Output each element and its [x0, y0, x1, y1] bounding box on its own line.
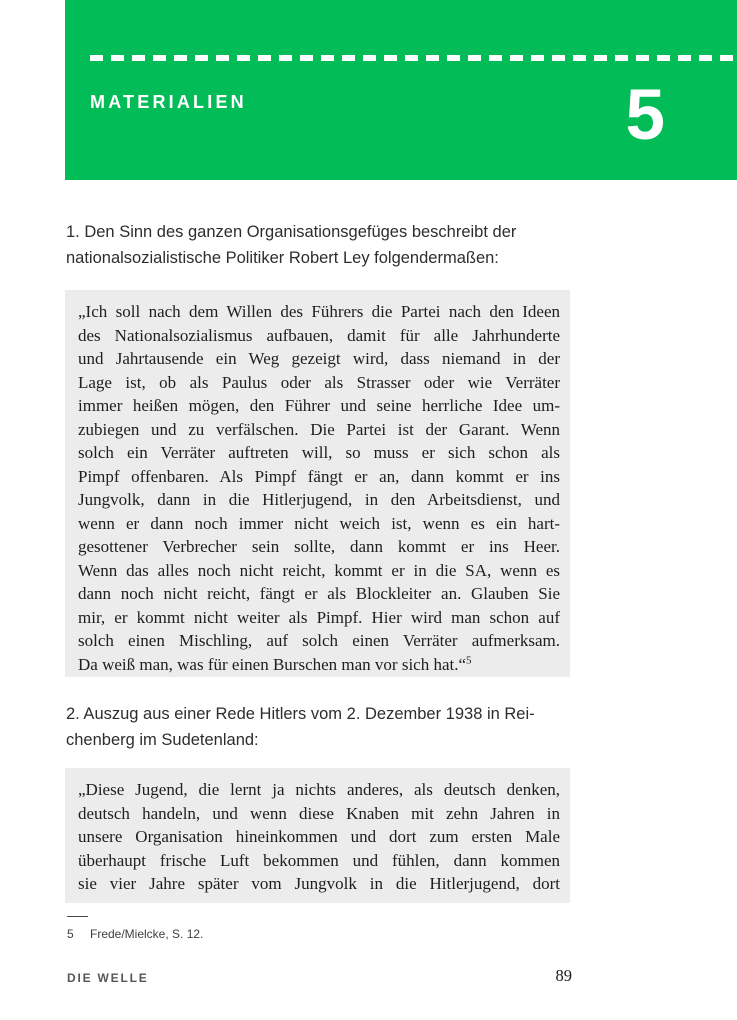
- text-line: solch einen Mischling, auf solch einen Verräter aufmerksam.: [78, 631, 560, 650]
- text-line: sie vier Jahre später vom Jungvolk in die Hitlerjugend, dort: [78, 874, 560, 893]
- text-line: „Ich soll nach dem Willen des Führers die Partei nach den Ideen: [78, 302, 560, 321]
- text-line: deutsch handeln, und wenn diese Knaben mit zehn Jahren in: [78, 803, 560, 823]
- footer-page-number: 89: [555, 966, 572, 985]
- text-line: Jungvolk, dann in die Hitlerjugend, in den Arbeitsdienst, und: [78, 490, 560, 509]
- text-line: des Nationalsozialismus aufbauen, damit für alle Jahrhunderte: [78, 325, 560, 345]
- text-line: chenberg im Sudetenland:: [66, 731, 259, 749]
- text-line: dann noch nicht reicht, fängt er als Blockleiter an. Glauben Sie: [78, 584, 560, 603]
- text-line: Da weiß man, was für einen Burschen man vor sich hat.“$^5$: [78, 653, 472, 674]
- text-line: Wenn das alles noch nicht reicht, kommt er in die SA, wenn es: [78, 560, 560, 580]
- text-line: unsere Organisation hineinkommen und dort zum ersten Male: [78, 827, 560, 846]
- footnote-text: Frede/Mielcke, S. 12.: [90, 927, 204, 941]
- text-line: überhaupt frische Luft bekommen und fühlen, dann kommen: [78, 850, 560, 870]
- chapter-header-block: [65, 0, 737, 180]
- text-line: gesottener Verbrecher sein sollte, dann kommt er ins Heer.: [78, 537, 560, 556]
- text-line: 2. Auszug aus einer Rede Hitlers vom 2. Dezember 1938 in Rei-: [66, 705, 535, 723]
- footnote-reference: 5: [466, 653, 472, 666]
- quote-block-ley: [65, 290, 570, 677]
- chapter-number: 5: [625, 76, 665, 155]
- text-line: wenn er dann noch immer nicht weich ist, wenn es ein hart-: [78, 513, 560, 533]
- text-line: immer heißen mögen, den Führer und seine herrliche Idee um-: [78, 396, 560, 415]
- text-line: „Diese Jugend, die lernt ja nichts anderes, als deutsch denken,: [78, 780, 560, 799]
- text-line: und Jahrtausende ein Weg gezeigt wird, dass niemand in der: [78, 349, 560, 368]
- quote-block-hitler-speech: [65, 768, 570, 903]
- text-line: 1. Den Sinn des ganzen Organisationsgefüges beschreibt der: [66, 223, 517, 241]
- text-line: zubiegen und zu verfälschen. Die Partei ist der Garant. Wenn: [78, 419, 560, 439]
- dashed-rule: [90, 55, 737, 61]
- footer-book-title: DIE WELLE: [67, 971, 149, 985]
- footnote: [67, 927, 572, 941]
- footnote-divider: [67, 916, 88, 917]
- text-line: nationalsozialistische Politiker Robert Ley folgendermaßen:: [66, 249, 499, 267]
- footnote-marker: 5: [67, 927, 74, 941]
- text-line: solch ein Verräter auftreten will, so muss er sich schon als: [78, 443, 560, 462]
- text-line: mir, er kommt nicht weiter als Pimpf. Hier wird man schon auf: [78, 607, 560, 627]
- text-line: Lage ist, ob als Paulus oder als Strasser oder wie Verräter: [78, 372, 560, 392]
- intro-paragraph-2: [66, 701, 572, 753]
- intro-paragraph-1: [66, 219, 572, 271]
- section-title: MATERIALIEN: [90, 92, 247, 112]
- text-line: Pimpf offenbaren. Als Pimpf fängt er an, dann kommt er ins: [78, 466, 560, 486]
